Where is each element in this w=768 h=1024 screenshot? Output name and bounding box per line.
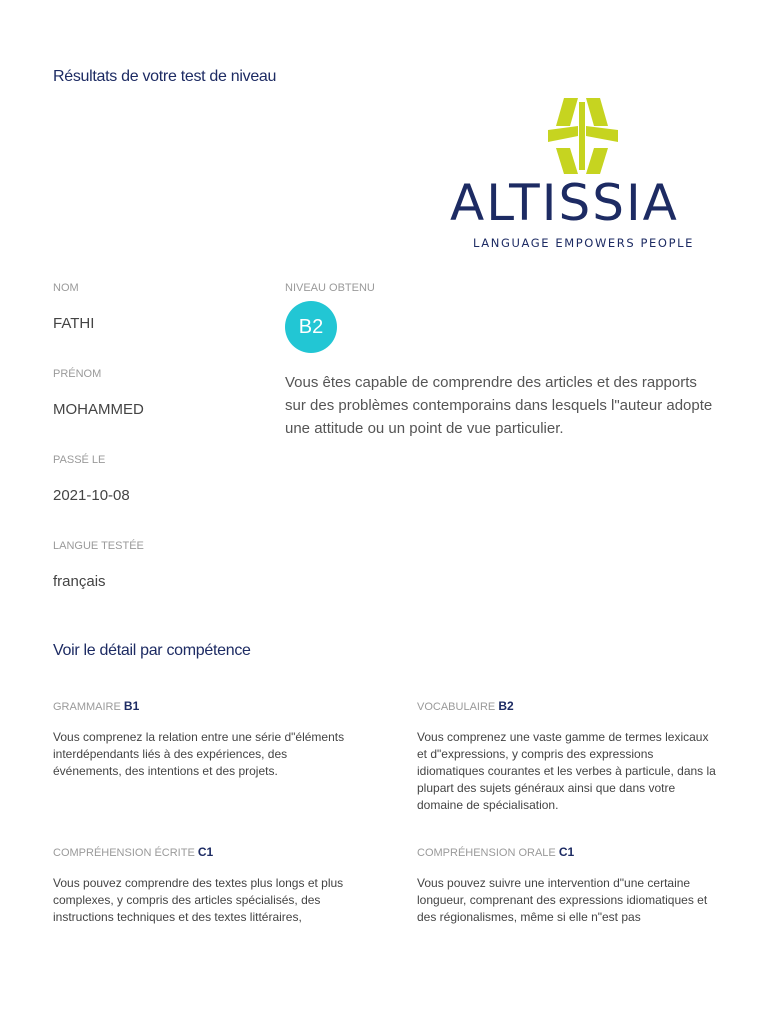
competence-label: VOCABULAIRE [417, 701, 496, 713]
competence-text-grammaire: Vous comprenez la relation entre une série d"éléments interdépendants liés à des expériences, des événements, des intentions et des projets. [53, 730, 345, 778]
niveau-label: NIVEAU OBTENU [285, 282, 375, 294]
competence-heading-vocabulaire [417, 699, 514, 713]
competence-label: GRAMMAIRE [53, 701, 121, 713]
brand-tagline: LANGUAGE EMPOWERS PEOPLE [473, 236, 694, 250]
altissia-logo [450, 96, 720, 256]
langue-label: LANGUE TESTÉE [53, 540, 144, 552]
brand-wordmark: ALTISSIA [450, 174, 679, 232]
competence-level: B1 [123, 699, 140, 713]
altissia-mark-icon [542, 96, 622, 176]
competence-heading-comprehension-ecrite [53, 845, 213, 859]
competence-text-comprehension-ecrite: Vous pouvez comprendre des textes plus longs et plus complexes, y compris des articles spécialisés, des instructions techniques et des textes littéraires, [53, 876, 344, 924]
competence-label: COMPRÉHENSION ORALE [417, 847, 556, 859]
langue-value: français [53, 573, 106, 590]
competence-label: COMPRÉHENSION ÉCRITE [53, 847, 195, 859]
competence-level: C1 [197, 845, 214, 859]
level-badge: B2 [285, 301, 337, 353]
level-description: Vous êtes capable de comprendre des articles et des rapports sur des problèmes contemporains dans lesquels l"auteur adopte une attitude ou un point de vue particulier. [285, 374, 713, 437]
competence-level: B2 [498, 699, 514, 713]
competence-text-vocabulaire: Vous comprenez une vaste gamme de termes lexicaux et d"expressions, y compris des expressions idiomatiques courantes et les verbes à particule, dans la plupart des sujets généraux ainsi que dans votre domaine de spécialisation. [417, 730, 716, 812]
competence-text-comprehension-orale: Vous pouvez suivre une intervention d"une certaine longueur, comprenant des expressions idiomatiques et des régionalismes, même si elle n"est pas [417, 876, 708, 924]
competence-heading-comprehension-orale [417, 845, 574, 859]
passe-label: PASSÉ LE [53, 454, 106, 466]
page-title: Résultats de votre test de niveau [53, 68, 277, 85]
passe-value: 2021-10-08 [53, 487, 130, 504]
competence-heading-grammaire [53, 699, 139, 713]
nom-label: NOM [53, 282, 79, 294]
competence-level: C1 [558, 845, 575, 859]
prenom-value: MOHAMMED [53, 401, 144, 418]
details-title: Voir le détail par compétence [53, 642, 251, 659]
prenom-label: PRÉNOM [53, 368, 102, 380]
nom-value: FATHI [53, 315, 95, 332]
